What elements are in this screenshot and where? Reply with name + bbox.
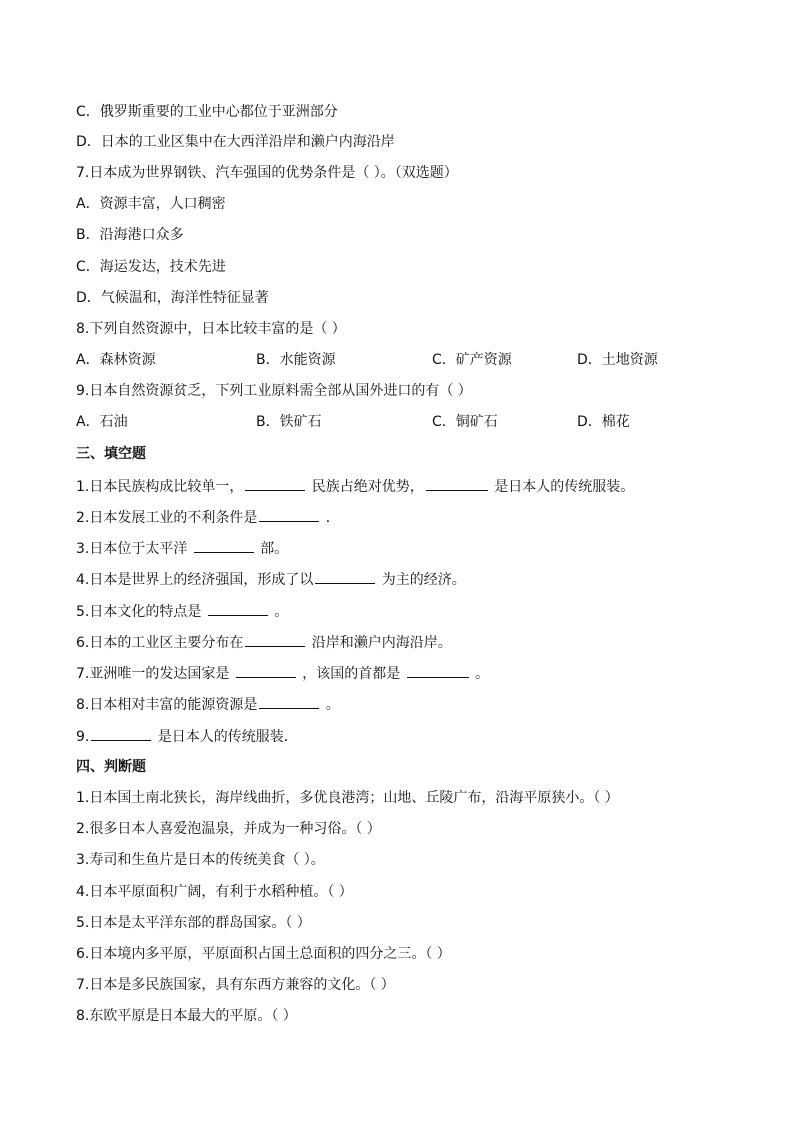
fill-1-blank-1[interactable] bbox=[245, 476, 305, 491]
fill-8-text-a: 8.日本相对丰富的能源资源是 bbox=[76, 697, 258, 713]
q7-option-d: D．气候温和，海洋性特征显著 bbox=[76, 290, 269, 306]
fill-2-text-b: ． bbox=[321, 510, 340, 526]
fill-7-text-a: 7.亚洲唯一的发达国家是 bbox=[76, 666, 234, 682]
fill-1-text-a: 1.日本民族构成比较单一， bbox=[76, 479, 244, 495]
q9-stem: 9.日本自然资源贫乏，下列工业原料需全部从国外进口的有（ ） bbox=[76, 383, 472, 399]
q7-option-c: C．海运发达，技术先进 bbox=[76, 259, 226, 275]
fill-2-text-a: 2.日本发展工业的不利条件是 bbox=[76, 510, 258, 526]
q9-option-b: B．铁矿石 bbox=[256, 414, 322, 430]
fill-7-blank-1[interactable] bbox=[236, 663, 296, 678]
q8-option-b: B．水能资源 bbox=[256, 352, 336, 368]
fill-5 bbox=[76, 601, 288, 621]
fill-2-blank[interactable] bbox=[259, 507, 319, 522]
fill-1-text-c: 是日本人的传统服装。 bbox=[489, 479, 635, 495]
fill-8-blank[interactable] bbox=[259, 694, 319, 709]
fill-1-text-b: 民族占绝对优势， bbox=[307, 479, 424, 495]
q8-option-a: A．森林资源 bbox=[76, 352, 156, 368]
fill-7-text-b: ，该国的首都是 bbox=[297, 666, 405, 682]
judge-6: 6.日本境内多平原，平原面积占国土总面积的四分之三。（ ） bbox=[76, 946, 451, 962]
fill-5-text-a: 5.日本文化的特点是 bbox=[76, 604, 206, 620]
fill-6 bbox=[76, 632, 452, 652]
fill-6-text-a: 6.日本的工业区主要分布在 bbox=[76, 635, 244, 651]
fill-7 bbox=[76, 663, 489, 683]
judge-5: 5.日本是太平洋东部的群岛国家。（ ） bbox=[76, 915, 311, 931]
q7-stem: 7.日本成为世界钢铁、汽车强国的优势条件是（ ）。（双选题） bbox=[76, 165, 458, 181]
q6-option-d: D．日本的工业区集中在大西洋沿岸和濑户内海沿岸 bbox=[76, 134, 395, 150]
q8-option-d: D．土地资源 bbox=[577, 352, 658, 368]
judge-1: 1.日本国土南北狭长，海岸线曲折，多优良港湾；山地、丘陵广布，沿海平原狭小。（ ） bbox=[76, 790, 619, 806]
fill-4 bbox=[76, 569, 466, 589]
fill-8 bbox=[76, 694, 340, 714]
q9-option-c: C．铜矿石 bbox=[432, 414, 498, 430]
fill-1-blank-2[interactable] bbox=[426, 476, 488, 491]
fill-9 bbox=[76, 726, 298, 746]
judge-3: 3.寿司和生鱼片是日本的传统美食（ ）。 bbox=[76, 852, 325, 868]
judge-8: 8.东欧平原是日本最大的平原。（ ） bbox=[76, 1008, 297, 1024]
fill-6-text-b: 沿岸和濑户内海沿岸。 bbox=[307, 635, 452, 651]
fill-3 bbox=[76, 538, 288, 558]
fill-4-text-a: 4.日本是世界上的经济强国，形成了以 bbox=[76, 572, 314, 588]
fill-4-text-b: 为主的经济。 bbox=[377, 572, 466, 588]
q8-stem: 8.下列自然资源中，日本比较丰富的是（ ） bbox=[76, 321, 346, 337]
q9-option-d: D．棉花 bbox=[577, 414, 630, 430]
fill-8-text-b: 。 bbox=[321, 697, 340, 713]
fill-6-blank[interactable] bbox=[245, 632, 305, 647]
fill-9-text-b: 是日本人的传统服装． bbox=[153, 729, 298, 745]
judge-2: 2.很多日本人喜爱泡温泉，并成为一种习俗。（ ） bbox=[76, 821, 381, 837]
fill-7-text-c: 。 bbox=[470, 666, 490, 682]
fill-3-text-b: 部。 bbox=[255, 541, 289, 557]
q6-option-c: C．俄罗斯重要的工业中心都位于亚洲部分 bbox=[76, 104, 338, 120]
fill-3-blank[interactable] bbox=[194, 538, 254, 553]
fill-5-text-b: 。 bbox=[269, 604, 289, 620]
fill-1 bbox=[76, 476, 634, 496]
fill-4-blank[interactable] bbox=[315, 569, 375, 584]
judge-7: 7.日本是多民族国家，具有东西方兼容的文化。（ ） bbox=[76, 977, 395, 993]
fill-9-text-a: 9. bbox=[76, 729, 90, 745]
q7-option-b: B．沿海港口众多 bbox=[76, 227, 184, 243]
section-3-title: 三、填空题 bbox=[76, 446, 146, 462]
q9-option-a: A．石油 bbox=[76, 414, 128, 430]
section-4-title: 四、判断题 bbox=[76, 759, 146, 775]
fill-5-blank[interactable] bbox=[208, 601, 268, 616]
q8-option-c: C．矿产资源 bbox=[432, 352, 512, 368]
q7-option-a: A．资源丰富，人口稠密 bbox=[76, 196, 226, 212]
fill-7-blank-2[interactable] bbox=[407, 663, 469, 678]
fill-9-blank[interactable] bbox=[91, 726, 151, 741]
fill-3-text-a: 3.日本位于太平洋 bbox=[76, 541, 192, 557]
judge-4: 4.日本平原面积广阔，有利于水稻种植。（ ） bbox=[76, 884, 353, 900]
fill-2 bbox=[76, 507, 340, 527]
